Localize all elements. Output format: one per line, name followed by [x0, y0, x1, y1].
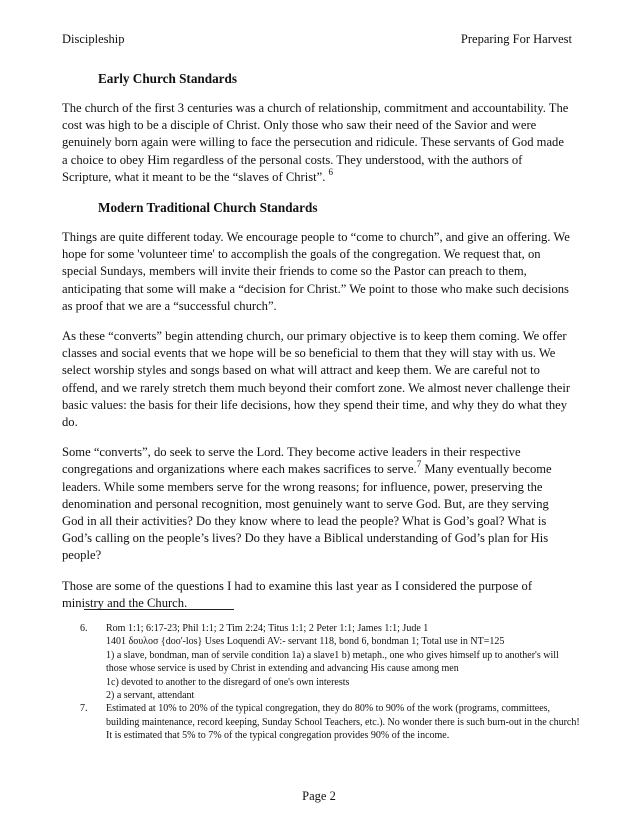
- paragraph-modern-4: Those are some of the questions I had to examine this last year as I considered the purpose of ministry and the Church.: [62, 578, 533, 610]
- footnote-divider: [84, 609, 234, 610]
- footnote-7: [80, 702, 580, 742]
- footnote-line: 1401 δουλοσ {doo'-los} Uses Loquendi AV:- servant 118, bond 6, bondman 1; Total use in NT=125: [106, 636, 505, 648]
- footnote-ref-6[interactable]: 6: [328, 166, 334, 177]
- paragraph-text: Many eventually become leaders. While some members serve for the wrong reasons; for influence, power, preserving the denomination and personal recognition, most genuinely want to serve God. But, are they serving God in all their activities? Do they know where to lead the people? What is God’s goal? What is God’s calling on the people’s lives? Do they have a Biblical understanding of God’s plan for His people?: [62, 462, 552, 563]
- footnote-line: 1c) devoted to another to the disregard of one's own interests: [106, 676, 350, 688]
- footnote-line: Estimated at 10% to 20% of the typical congregation, they do 80% to 90% of the work (programs, committees, building maintenance, record keeping, Sunday School Teachers, etc.). No wonder there is such burn-out in the church!: [106, 703, 580, 728]
- paragraph-text: The church of the first 3 centuries was a church of relationship, commitment and accountability. The cost was high to be a disciple of Christ. Only those who saw their need of the Savior and were genuinely born again were willing to face the persecution and ridicule. These servants of God made a choice to obey Him regardless of the personal costs. They understood, with the authors of Scripture, what it meant to be the “slaves of Christ”.: [62, 101, 569, 184]
- footnote-ref-7[interactable]: 7: [416, 459, 422, 470]
- paragraph-modern-1: Things are quite different today. We encourage people to “come to church”, and give an offering. We hope for some 'volunteer time' to accomplish the goals of the congregation. We request that, on special Sundays, members will invite their friends to come so the Pastor can preach to them, anticipating that some will make a “decision for Christ.” We point to those who make such decisions as proof that we are a “successful church”.: [62, 230, 570, 313]
- running-header-right: Preparing For Harvest: [460, 32, 572, 46]
- footnote-number: 6.: [80, 623, 88, 634]
- paragraph-early-church: [62, 100, 572, 186]
- section-heading-early: Early Church Standards: [98, 71, 237, 86]
- footnote-line: 1) a slave, bondman, man of servile condition 1a) a slave1 b) metaph., one who gives himself up to another's will those whose service is used by Christ in extending and advancing His cause among men: [106, 649, 559, 675]
- running-header-left: Discipleship: [62, 32, 125, 46]
- page-body: [62, 70, 572, 625]
- paragraph-text: Some “converts”, do seek to serve the Lord. They become active leaders in their respective congregations and organizations where each makes sacrifices to serve.: [62, 445, 521, 477]
- footnote-6: [80, 622, 580, 702]
- paragraph-modern-2: As these “converts” begin attending church, our primary objective is to keep them coming. We offer classes and social events that we hope will be so beneficial to them that they will stay with us. We select worship styles and songs based on what will attract and keep them. We are careful not to offend, and we rarely stretch them much beyond their comfort zone. We almost never challenge their basic values: the basis for their life decisions, how they spend their time, and why they do what they do.: [62, 329, 571, 430]
- section-heading-modern: Modern Traditional Church Standards: [98, 200, 318, 216]
- footnote-line: 2) a servant, attendant: [106, 690, 195, 702]
- page-number: Page 2: [302, 789, 336, 803]
- footnote-body: [106, 702, 580, 742]
- paragraph-modern-3: [62, 444, 572, 564]
- footnote-line: Rom 1:1; 6:17-23; Phil 1:1; 2 Tim 2:24; Titus 1:1; 2 Peter 1:1; James 1:1; Jude 1: [106, 623, 429, 634]
- footnotes: [80, 622, 580, 743]
- footnote-body: [106, 622, 580, 702]
- footnote-line: It is estimated that 5% to 7% of the typical congregation provides 90% of the income.: [106, 730, 450, 742]
- footnote-number: 7.: [80, 703, 88, 715]
